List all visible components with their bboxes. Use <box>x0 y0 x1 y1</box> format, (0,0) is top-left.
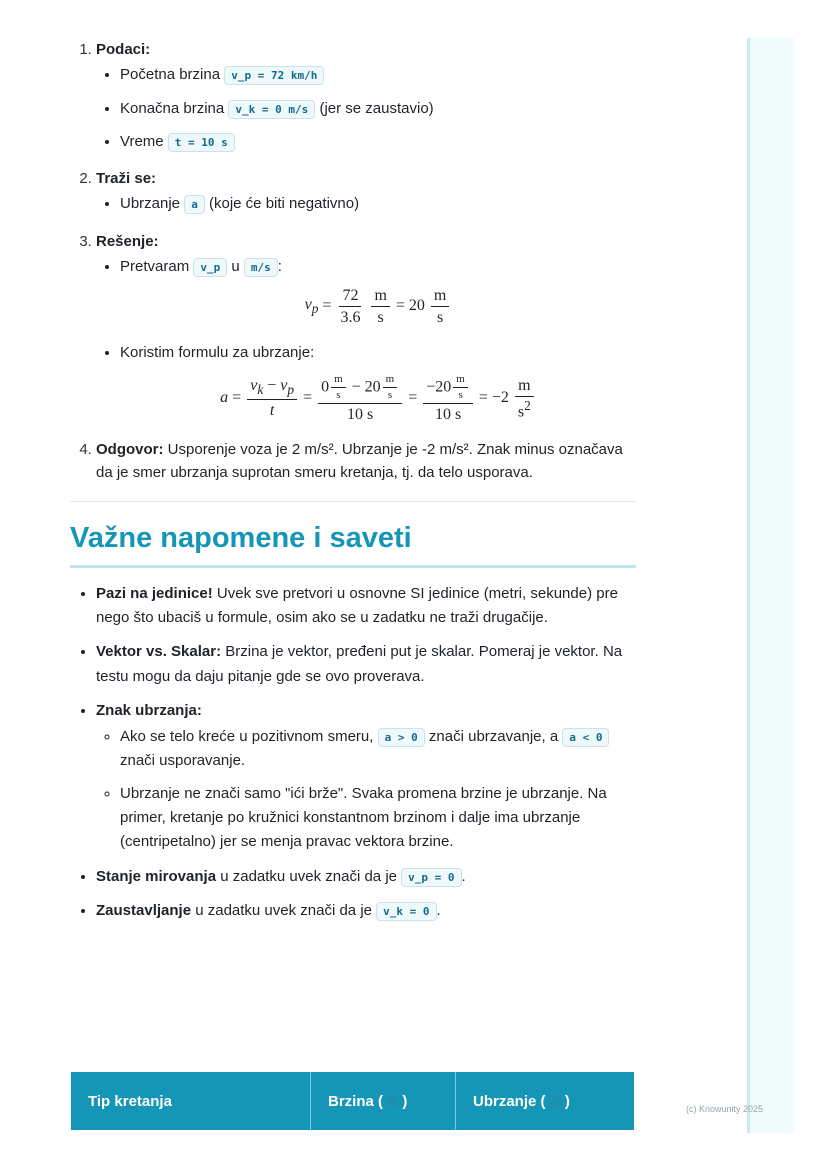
list-item: • Vreme t = 10 s <box>120 130 636 153</box>
inline-code-placeholder <box>550 1095 561 1108</box>
inline-code: v_p = 72 km/h <box>224 66 324 85</box>
document-content <box>70 38 636 933</box>
section-heading: Važne napomene i saveti <box>70 522 636 568</box>
formula-acceleration: a = $\frac{v_k - v_p}{t}$ = 0 $\frac{m}{s}$ − 20 $\frac{m}{s}$ 10 s = −20 $\frac{m}{s}$ 10 s = −2 $\frac{m}{s^2}$ <box>120 373 636 425</box>
list-item: • Početna brzina v_p = 72 km/h <box>120 63 636 86</box>
list-item: • Znak ubrzanja: ◦ Ako se telo kreće u pozitivnom smeru, a > 0 znači ubrzavanje, a a < 0 znači usporavanje. ◦ Ubrzanje ne znači samo "ići brže". Svaka promena brzine je ubrzanje. Na primer, kretanje po kružnici konstantnom brzinom i dalje ima ubrzanje (centripetalno) jer se menja pravac vektora brzine. <box>96 699 636 855</box>
step-data <box>96 38 636 153</box>
inline-code: m/s <box>244 258 278 277</box>
table-header-speed: Brzina ( ) <box>311 1072 456 1130</box>
list-item: • Zaustavljanje u zadatku uvek znači da je v_k = 0 . <box>96 899 636 923</box>
list-item: • Stanje mirovanja u zadatku uvek znači da je v_p = 0 . <box>96 865 636 889</box>
inline-code-placeholder <box>387 1095 398 1108</box>
step-answer: 4. Odgovor: Usporenje voza je 2 m/s². Ubrzanje je -2 m/s². Znak minus označava da je smer ubrzanja suprotan smeru kretanja, tj. da telo usporava. <box>96 438 636 485</box>
inline-code: v_k = 0 <box>376 902 436 921</box>
solution-steps <box>70 38 636 485</box>
list-item: • Pretvaram v_p u m/s : $v_p$ = $\frac{72}{3.6}$ $\frac{m}{s}$ = 20 $\frac{m}{s}$ <box>120 255 636 328</box>
inline-code: v_p <box>193 258 227 277</box>
list-item: • Konačna brzina v_k = 0 m/s (jer se zaustavio) <box>120 97 636 120</box>
step-solution <box>96 230 636 425</box>
tips-list <box>70 582 636 924</box>
inline-code: v_p = 0 <box>401 868 461 887</box>
list-item: ◦ Ako se telo kreće u pozitivnom smeru, a > 0 znači ubrzavanje, a a < 0 znači usporavanje. <box>120 725 636 774</box>
list-item: • Pazi na jedinice! Uvek sve pretvori u osnovne SI jedinice (metri, sekunde) pre nego što ubaciš u formule, osim ako se u zadatku ne traži drugačije. <box>96 582 636 631</box>
list-item: • Koristim formulu za ubrzanje: a = $\frac{v_k - v_p}{t}$ = 0 $\frac{m}{s}$ − 20 $\frac{m}{s}$ 10 s = −20 $\frac{m}{s}$ 10 s = −2 $\frac{m}{s^2}$ <box>120 341 636 424</box>
inline-code: a > 0 <box>378 728 425 747</box>
step-title: Rešenje: <box>96 232 159 250</box>
inline-code: v_k = 0 m/s <box>228 100 315 119</box>
step-title: Traži se: <box>96 170 157 187</box>
list-item: ◦ Ubrzanje ne znači samo "ići brže". Svaka promena brzine je ubrzanje. Na primer, kretanje po kružnici konstantnom brzinom i dalje ima ubrzanje (centripetalno) jer se menja pravac vektora brzine. <box>120 782 636 855</box>
copyright-footer: (c) Knowunity 2025 <box>686 1104 764 1114</box>
inline-code: a < 0 <box>562 728 609 747</box>
inline-code: t = 10 s <box>168 133 235 152</box>
step-title: Odgovor: <box>96 441 164 459</box>
step-wanted <box>96 167 636 216</box>
inline-code: a <box>184 195 205 214</box>
table-header-type: Tip kretanja <box>71 1072 311 1130</box>
side-strip <box>747 38 794 1133</box>
divider <box>70 501 636 502</box>
list-item: • Vektor vs. Skalar: Brzina je vektor, pređeni put je skalar. Pomeraj je vektor. Na testu mogu da daju pitanje gde se ovo proverava. <box>96 640 636 689</box>
step-title: Podaci: <box>96 41 151 58</box>
motion-summary-table <box>71 1072 634 1130</box>
list-item: • Ubrzanje a (koje će biti negativno) <box>120 192 636 215</box>
formula-conversion: $v_p$ = $\frac{72}{3.6}$ $\frac{m}{s}$ = 20 $\frac{m}{s}$ <box>120 286 636 327</box>
table-header-acceleration: Ubrzanje ( ) <box>456 1072 635 1130</box>
